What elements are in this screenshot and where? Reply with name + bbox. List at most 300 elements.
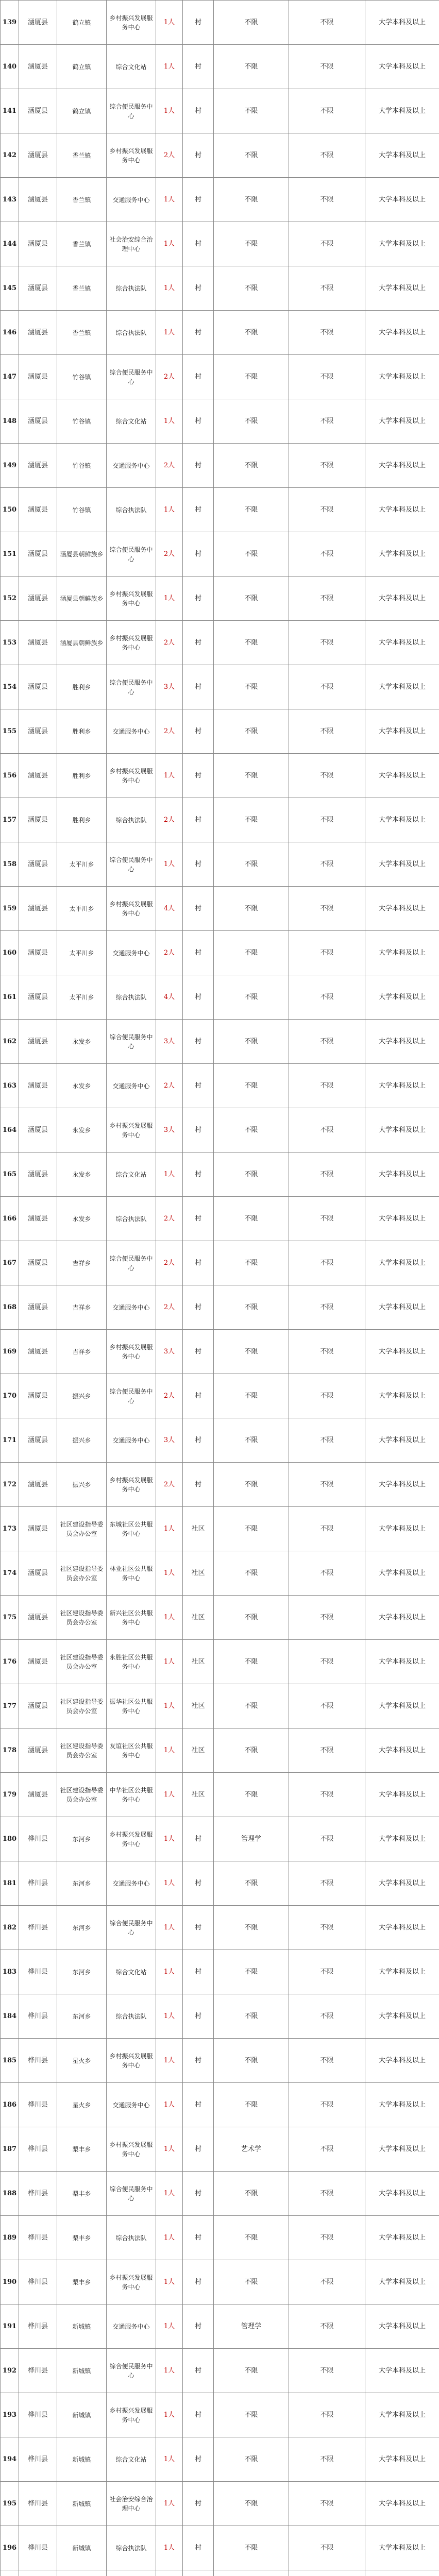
category-cell: 村 <box>183 1418 214 1463</box>
major-cell: 不限 <box>214 1507 289 1551</box>
town-cell: 涵厦县朝鲜族乡 <box>57 621 107 665</box>
category-cell: 村 <box>183 532 214 577</box>
category-cell: 社区 <box>183 1640 214 1684</box>
unit-cell: 交通服务中心 <box>107 1064 156 1108</box>
table-row <box>1 1507 439 1551</box>
education-cell: 大学本科及以上 <box>365 266 439 311</box>
town-cell: 竹谷镇 <box>57 355 107 399</box>
category-cell: 社区 <box>183 1728 214 1773</box>
row-number-cell: 161 <box>1 975 19 1020</box>
age-cell: 不限 <box>289 842 365 887</box>
unit-cell <box>107 2570 156 2576</box>
row-number-cell: 172 <box>1 1463 19 1507</box>
plan-count-cell: 1人 <box>156 754 183 798</box>
town-cell: 香兰镇 <box>57 311 107 355</box>
table-row <box>1 89 439 133</box>
table-row <box>1 1374 439 1418</box>
education-cell: 大学本科及以上 <box>365 2083 439 2127</box>
town-cell: 永发乡 <box>57 1108 107 1153</box>
category-cell: 村 <box>183 1241 214 1285</box>
category-cell: 社区 <box>183 1551 214 1596</box>
county-cell: 涵厦县 <box>19 1020 57 1064</box>
county-cell: 涵厦县 <box>19 1197 57 1241</box>
row-number-cell: 169 <box>1 1330 19 1374</box>
unit-cell: 综合文化站 <box>107 399 156 444</box>
education-cell: 大学本科及以上 <box>365 2437 439 2482</box>
major-cell: 不限 <box>214 89 289 133</box>
county-cell: 涵厦县 <box>19 1773 57 1817</box>
table-row <box>1 1197 439 1241</box>
age-cell: 不限 <box>289 887 365 931</box>
county-cell: 涵厦县 <box>19 399 57 444</box>
age-cell: 不限 <box>289 1020 365 1064</box>
town-cell: 永发乡 <box>57 1197 107 1241</box>
row-number-cell: 154 <box>1 665 19 709</box>
education-cell: 大学本科及以上 <box>365 355 439 399</box>
unit-cell: 综合执法队 <box>107 311 156 355</box>
table-row <box>1 1285 439 1330</box>
age-cell: 不限 <box>289 1994 365 2039</box>
county-cell: 桦川县 <box>19 2393 57 2437</box>
unit-cell: 交通服务中心 <box>107 709 156 754</box>
county-cell: 涵厦县 <box>19 1064 57 1108</box>
plan-count-cell: 2人 <box>156 621 183 665</box>
category-cell: 村 <box>183 975 214 1020</box>
county-cell: 涵厦县 <box>19 444 57 488</box>
education-cell: 大学本科及以上 <box>365 1108 439 1153</box>
row-number-cell: 147 <box>1 355 19 399</box>
unit-cell: 综合便民服务中心 <box>107 1374 156 1418</box>
age-cell: 不限 <box>289 2482 365 2526</box>
age-cell: 不限 <box>289 2393 365 2437</box>
table-row <box>1 2216 439 2260</box>
row-number-cell: 181 <box>1 1861 19 1906</box>
unit-cell: 乡村振兴发展服务中心 <box>107 1 156 45</box>
age-cell: 不限 <box>289 1064 365 1108</box>
education-cell: 大学本科及以上 <box>365 1463 439 1507</box>
age-cell: 不限 <box>289 399 365 444</box>
town-cell: 太平川乡 <box>57 975 107 1020</box>
plan-count-cell: 1人 <box>156 1596 183 1640</box>
age-cell: 不限 <box>289 1108 365 1153</box>
county-cell <box>19 2570 57 2576</box>
unit-cell: 交通服务中心 <box>107 1861 156 1906</box>
row-number-cell: 179 <box>1 1773 19 1817</box>
table-row <box>1 1064 439 1108</box>
category-cell: 村 <box>183 621 214 665</box>
row-number-cell: 193 <box>1 2393 19 2437</box>
category-cell: 村 <box>183 1108 214 1153</box>
category-cell: 村 <box>183 178 214 222</box>
row-number-cell: 155 <box>1 709 19 754</box>
age-cell: 不限 <box>289 1861 365 1906</box>
major-cell: 不限 <box>214 1 289 45</box>
town-cell: 鹤立镇 <box>57 89 107 133</box>
major-cell: 不限 <box>214 1153 289 1197</box>
row-number-cell: 139 <box>1 1 19 45</box>
age-cell: 不限 <box>289 1906 365 1950</box>
category-cell: 村 <box>183 2393 214 2437</box>
age-cell: 不限 <box>289 89 365 133</box>
unit-cell: 交通服务中心 <box>107 178 156 222</box>
row-number-cell: 189 <box>1 2216 19 2260</box>
major-cell <box>214 2570 289 2576</box>
county-cell: 涵厦县 <box>19 133 57 178</box>
county-cell: 桦川县 <box>19 1994 57 2039</box>
town-cell: 鹤立镇 <box>57 45 107 89</box>
town-cell: 社区建设指导委员会办公室 <box>57 1684 107 1728</box>
age-cell: 不限 <box>289 2304 365 2349</box>
category-cell: 村 <box>183 1994 214 2039</box>
county-cell: 涵厦县 <box>19 1241 57 1285</box>
category-cell <box>183 2570 214 2576</box>
table-row <box>1 754 439 798</box>
education-cell: 大学本科及以上 <box>365 2039 439 2083</box>
education-cell: 大学本科及以上 <box>365 665 439 709</box>
plan-count-cell: 2人 <box>156 1064 183 1108</box>
row-number-cell: 143 <box>1 178 19 222</box>
major-cell: 不限 <box>214 975 289 1020</box>
town-cell: 新城镇 <box>57 2526 107 2570</box>
row-number-cell: 170 <box>1 1374 19 1418</box>
major-cell: 不限 <box>214 842 289 887</box>
education-cell: 大学本科及以上 <box>365 133 439 178</box>
category-cell: 村 <box>183 842 214 887</box>
town-cell: 振兴乡 <box>57 1463 107 1507</box>
major-cell: 不限 <box>214 887 289 931</box>
unit-cell: 振华社区公共服务中心 <box>107 1684 156 1728</box>
row-number-cell: 164 <box>1 1108 19 1153</box>
town-cell: 胜利乡 <box>57 709 107 754</box>
category-cell: 社区 <box>183 1507 214 1551</box>
major-cell: 不限 <box>214 931 289 975</box>
plan-count-cell: 1人 <box>156 1 183 45</box>
table-row <box>1 1773 439 1817</box>
unit-cell: 乡村振兴发展服务中心 <box>107 754 156 798</box>
age-cell: 不限 <box>289 931 365 975</box>
plan-count-cell: 1人 <box>156 1728 183 1773</box>
major-cell: 不限 <box>214 1773 289 1817</box>
table-row <box>1 1861 439 1906</box>
education-cell <box>365 2570 439 2576</box>
table-row <box>1 2526 439 2570</box>
major-cell: 不限 <box>214 665 289 709</box>
major-cell: 不限 <box>214 178 289 222</box>
table-row <box>1 1418 439 1463</box>
age-cell: 不限 <box>289 577 365 621</box>
plan-count-cell: 1人 <box>156 577 183 621</box>
county-cell: 涵厦县 <box>19 1108 57 1153</box>
education-cell: 大学本科及以上 <box>365 1728 439 1773</box>
unit-cell: 综合执法队 <box>107 488 156 532</box>
row-number-cell: 151 <box>1 532 19 577</box>
category-cell: 村 <box>183 1906 214 1950</box>
plan-count-cell: 2人 <box>156 355 183 399</box>
major-cell: 不限 <box>214 2393 289 2437</box>
unit-cell: 交通服务中心 <box>107 2083 156 2127</box>
age-cell: 不限 <box>289 1330 365 1374</box>
row-number-cell: 184 <box>1 1994 19 2039</box>
education-cell: 大学本科及以上 <box>365 1596 439 1640</box>
county-cell: 桦川县 <box>19 1817 57 1861</box>
category-cell: 村 <box>183 1330 214 1374</box>
row-number-cell: 185 <box>1 2039 19 2083</box>
major-cell: 不限 <box>214 1596 289 1640</box>
county-cell: 桦川县 <box>19 2437 57 2482</box>
table-row <box>1 1020 439 1064</box>
table-row <box>1 444 439 488</box>
row-number-cell: 194 <box>1 2437 19 2482</box>
major-cell: 不限 <box>214 222 289 266</box>
plan-count-cell: 1人 <box>156 1507 183 1551</box>
major-cell: 不限 <box>214 311 289 355</box>
education-cell: 大学本科及以上 <box>365 709 439 754</box>
category-cell: 村 <box>183 399 214 444</box>
plan-count-cell: 1人 <box>156 2304 183 2349</box>
age-cell: 不限 <box>289 709 365 754</box>
town-cell: 永发乡 <box>57 1064 107 1108</box>
unit-cell: 综合便民服务中心 <box>107 532 156 577</box>
plan-count-cell: 4人 <box>156 887 183 931</box>
category-cell: 村 <box>183 45 214 89</box>
category-cell: 村 <box>183 887 214 931</box>
table-row <box>1 2304 439 2349</box>
major-cell: 不限 <box>214 2437 289 2482</box>
major-cell: 不限 <box>214 1640 289 1684</box>
row-number-cell: 146 <box>1 311 19 355</box>
plan-count-cell: 1人 <box>156 2127 183 2172</box>
row-number-cell: 140 <box>1 45 19 89</box>
row-number-cell: 195 <box>1 2482 19 2526</box>
plan-count-cell: 1人 <box>156 178 183 222</box>
education-cell: 大学本科及以上 <box>365 1817 439 1861</box>
age-cell: 不限 <box>289 2172 365 2216</box>
category-cell: 村 <box>183 89 214 133</box>
town-cell: 香兰镇 <box>57 133 107 178</box>
age-cell: 不限 <box>289 355 365 399</box>
age-cell: 不限 <box>289 2039 365 2083</box>
row-number-cell: 190 <box>1 2260 19 2304</box>
age-cell: 不限 <box>289 1950 365 1994</box>
plan-count-cell: 2人 <box>156 1463 183 1507</box>
plan-count-cell: 1人 <box>156 488 183 532</box>
town-cell: 竹谷镇 <box>57 399 107 444</box>
unit-cell: 交通服务中心 <box>107 444 156 488</box>
plan-count-cell: 3人 <box>156 1020 183 1064</box>
unit-cell: 交通服务中心 <box>107 1285 156 1330</box>
age-cell: 不限 <box>289 1728 365 1773</box>
county-cell: 涵厦县 <box>19 887 57 931</box>
plan-count-cell: 1人 <box>156 399 183 444</box>
row-number-cell: 192 <box>1 2349 19 2393</box>
county-cell: 桦川县 <box>19 2216 57 2260</box>
category-cell: 村 <box>183 2172 214 2216</box>
education-cell: 大学本科及以上 <box>365 842 439 887</box>
row-number-cell: 180 <box>1 1817 19 1861</box>
category-cell: 村 <box>183 222 214 266</box>
table-row <box>1 2039 439 2083</box>
table-row <box>1 2172 439 2216</box>
category-cell: 村 <box>183 665 214 709</box>
town-cell: 竹谷镇 <box>57 444 107 488</box>
education-cell: 大学本科及以上 <box>365 2216 439 2260</box>
table-row <box>1 887 439 931</box>
plan-count-cell: 1人 <box>156 89 183 133</box>
unit-cell: 综合便民服务中心 <box>107 842 156 887</box>
education-cell: 大学本科及以上 <box>365 1153 439 1197</box>
table-row <box>1 1 439 45</box>
education-cell: 大学本科及以上 <box>365 2393 439 2437</box>
table-row <box>1 1640 439 1684</box>
major-cell: 不限 <box>214 2526 289 2570</box>
row-number-cell: 142 <box>1 133 19 178</box>
category-cell: 村 <box>183 1950 214 1994</box>
category-cell: 村 <box>183 1 214 45</box>
plan-count-cell: 3人 <box>156 1330 183 1374</box>
major-cell: 不限 <box>214 1197 289 1241</box>
plan-count-cell: 1人 <box>156 2260 183 2304</box>
town-cell: 胜利乡 <box>57 798 107 842</box>
education-cell: 大学本科及以上 <box>365 2127 439 2172</box>
education-cell: 大学本科及以上 <box>365 577 439 621</box>
table-row <box>1 709 439 754</box>
major-cell: 不限 <box>214 1551 289 1596</box>
category-cell: 村 <box>183 355 214 399</box>
unit-cell: 乡村振兴发展服务中心 <box>107 1463 156 1507</box>
major-cell: 不限 <box>214 754 289 798</box>
row-number-cell: 160 <box>1 931 19 975</box>
unit-cell: 交通服务中心 <box>107 931 156 975</box>
education-cell: 大学本科及以上 <box>365 975 439 1020</box>
plan-count-cell: 2人 <box>156 532 183 577</box>
town-cell: 东河乡 <box>57 1861 107 1906</box>
age-cell: 不限 <box>289 1773 365 1817</box>
county-cell: 涵厦县 <box>19 1153 57 1197</box>
county-cell: 涵厦县 <box>19 1418 57 1463</box>
table-row <box>1 532 439 577</box>
major-cell: 不限 <box>214 266 289 311</box>
age-cell: 不限 <box>289 1507 365 1551</box>
category-cell: 社区 <box>183 1684 214 1728</box>
category-cell: 村 <box>183 2482 214 2526</box>
plan-count-cell: 1人 <box>156 1773 183 1817</box>
table-row <box>1 266 439 311</box>
county-cell: 涵厦县 <box>19 1684 57 1728</box>
table-row <box>1 2127 439 2172</box>
age-cell <box>289 2570 365 2576</box>
row-number-cell: 191 <box>1 2304 19 2349</box>
age-cell: 不限 <box>289 621 365 665</box>
town-cell: 社区建设指导委员会办公室 <box>57 1773 107 1817</box>
county-cell: 涵厦县 <box>19 665 57 709</box>
table-row <box>1 1728 439 1773</box>
table-row <box>1 1241 439 1285</box>
category-cell: 村 <box>183 133 214 178</box>
education-cell: 大学本科及以上 <box>365 1551 439 1596</box>
age-cell: 不限 <box>289 1374 365 1418</box>
category-cell: 村 <box>183 2260 214 2304</box>
table-row <box>1 2570 439 2576</box>
major-cell: 管理学 <box>214 1817 289 1861</box>
category-cell: 村 <box>183 1817 214 1861</box>
town-cell: 社区建设指导委员会办公室 <box>57 1596 107 1640</box>
town-cell: 太平川乡 <box>57 887 107 931</box>
plan-count-cell: 2人 <box>156 444 183 488</box>
category-cell: 村 <box>183 444 214 488</box>
major-cell: 不限 <box>214 709 289 754</box>
age-cell: 不限 <box>289 2127 365 2172</box>
county-cell: 涵厦县 <box>19 577 57 621</box>
education-cell: 大学本科及以上 <box>365 311 439 355</box>
education-cell: 大学本科及以上 <box>365 1507 439 1551</box>
row-number-cell: 183 <box>1 1950 19 1994</box>
unit-cell: 综合便民服务中心 <box>107 1906 156 1950</box>
town-cell: 胜利乡 <box>57 665 107 709</box>
unit-cell: 综合执法队 <box>107 2526 156 2570</box>
plan-count-cell: 1人 <box>156 2083 183 2127</box>
county-cell: 涵厦县 <box>19 488 57 532</box>
category-cell: 社区 <box>183 1773 214 1817</box>
plan-count-cell: 1人 <box>156 2216 183 2260</box>
unit-cell: 社会治安综合治理中心 <box>107 222 156 266</box>
table-row <box>1 1463 439 1507</box>
row-number-cell: 159 <box>1 887 19 931</box>
plan-count-cell: 1人 <box>156 2482 183 2526</box>
county-cell: 涵厦县 <box>19 1551 57 1596</box>
table-row <box>1 1817 439 1861</box>
category-cell: 村 <box>183 1020 214 1064</box>
table-row <box>1 355 439 399</box>
county-cell: 桦川县 <box>19 2172 57 2216</box>
plan-count-cell: 2人 <box>156 1285 183 1330</box>
town-cell <box>57 2570 107 2576</box>
major-cell: 不限 <box>214 2039 289 2083</box>
category-cell: 村 <box>183 709 214 754</box>
town-cell: 社区建设指导委员会办公室 <box>57 1728 107 1773</box>
county-cell: 涵厦县 <box>19 842 57 887</box>
education-cell: 大学本科及以上 <box>365 1950 439 1994</box>
education-cell: 大学本科及以上 <box>365 887 439 931</box>
age-cell: 不限 <box>289 133 365 178</box>
plan-count-cell: 1人 <box>156 1950 183 1994</box>
major-cell: 不限 <box>214 1418 289 1463</box>
education-cell: 大学本科及以上 <box>365 2349 439 2393</box>
major-cell: 不限 <box>214 444 289 488</box>
town-cell: 香兰镇 <box>57 222 107 266</box>
table-row <box>1 621 439 665</box>
plan-count-cell: 1人 <box>156 1153 183 1197</box>
unit-cell: 综合执法队 <box>107 798 156 842</box>
category-cell: 村 <box>183 2437 214 2482</box>
plan-count-cell: 3人 <box>156 1108 183 1153</box>
major-cell: 不限 <box>214 621 289 665</box>
age-cell: 不限 <box>289 665 365 709</box>
row-number-cell: 149 <box>1 444 19 488</box>
unit-cell: 交通服务中心 <box>107 1418 156 1463</box>
plan-count-cell: 1人 <box>156 1861 183 1906</box>
age-cell: 不限 <box>289 1640 365 1684</box>
county-cell: 涵厦县 <box>19 222 57 266</box>
major-cell: 不限 <box>214 1861 289 1906</box>
town-cell: 梨丰乡 <box>57 2260 107 2304</box>
major-cell: 不限 <box>214 2083 289 2127</box>
major-cell: 不限 <box>214 1728 289 1773</box>
education-cell: 大学本科及以上 <box>365 45 439 89</box>
row-number-cell: 141 <box>1 89 19 133</box>
town-cell: 吉祥乡 <box>57 1330 107 1374</box>
table-row <box>1 842 439 887</box>
unit-cell: 综合文化站 <box>107 2437 156 2482</box>
